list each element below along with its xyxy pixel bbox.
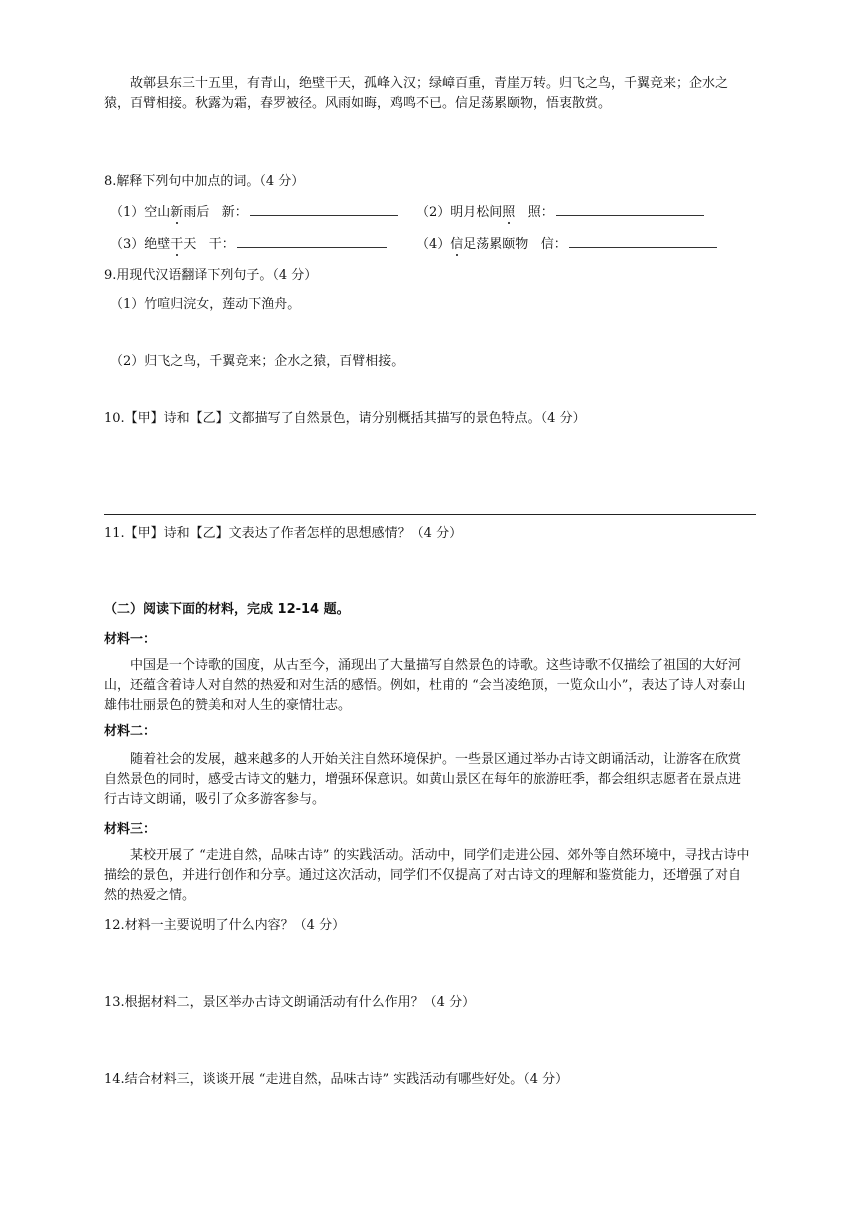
- question-8-title: 8.解释下列句中加点的词。（4 分）: [104, 174, 305, 189]
- question-9-title: 9.用现代汉语翻译下列句子。（4 分）: [104, 268, 318, 283]
- question-14: 14.结合材料三，谈谈开展 “走进自然，品味古诗” 实践活动有哪些好处。（4 分）: [104, 1072, 569, 1087]
- material-3-title: 材料三：: [104, 822, 157, 837]
- emphasis-dot-char: 干: [170, 237, 184, 252]
- divider-line: [104, 514, 756, 515]
- classical-passage: 故鄣县东三十五里，有青山，绝壁干天，孤峰入汉；绿嶂百重，青崖万转。归飞之鸟，千翼竞来；企水之猿，百臂相接。秋露为霜，春罗被径。风雨如晦，鸡鸣不已。信足荡累颐物，悟衷散赏。: [104, 76, 729, 111]
- material-2-text: 随着社会的发展，越来越多的人开始关注自然环境保护。一些景区通过举办古诗文朗诵活动，让游客在欣赏自然景色的同时，感受古诗文的魅力，增强环保意识。如黄山景区在每年的旅游旺季，都会组织志愿者在景点进行古诗文朗诵，吸引了众多游客参与。: [104, 752, 742, 807]
- answer-blank-1[interactable]: [250, 202, 398, 216]
- question-11: 11.【甲】诗和【乙】文表达了作者怎样的思想感情？（4 分）: [104, 526, 463, 541]
- material-3-text: 某校开展了 “走进自然，品味古诗” 的实践活动。活动中，同学们走进公园、郊外等自然环境中，寻找古诗中描绘的景色，并进行创作和分享。通过这次活动，同学们不仅提高了对古诗文的理解和鉴赏能力，还增强了对自然的热爱之情。: [104, 848, 750, 903]
- emphasis-dot-char: 信: [450, 237, 464, 252]
- q8-item-3: （3）绝壁干天 干：: [110, 234, 387, 255]
- question-13: 13.根据材料二，景区举办古诗文朗诵活动有什么作用？（4 分）: [104, 995, 476, 1010]
- question-12: 12.材料一主要说明了什么内容？（4 分）: [104, 918, 346, 933]
- q8-item-4: （4）信足荡累颐物 信：: [416, 234, 717, 255]
- emphasis-dot-char: 照: [502, 205, 516, 220]
- answer-blank-4[interactable]: [569, 234, 717, 248]
- material-2-title: 材料二：: [104, 724, 157, 739]
- material-1-text: 中国是一个诗歌的国度，从古至今，涌现出了大量描写自然景色的诗歌。这些诗歌不仅描绘了祖国的大好河山，还蕴含着诗人对自然的热爱和对生活的感悟。例如，杜甫的 “会当凌绝顶，一览众山小”，表达了诗人对泰山雄伟壮丽景色的赞美和对人生的豪情壮志。: [104, 658, 746, 713]
- section-2-heading: （二）阅读下面的材料，完成 12-14 题。: [104, 602, 350, 617]
- answer-blank-2[interactable]: [556, 202, 704, 216]
- q8-item-2: （2）明月松间照 照：: [416, 202, 704, 223]
- question-10: 10.【甲】诗和【乙】文都描写了自然景色，请分别概括其描写的景色特点。（4 分）: [104, 411, 586, 426]
- q8-item-1: （1）空山新雨后 新：: [110, 202, 398, 223]
- emphasis-dot-char: 新: [170, 205, 184, 220]
- material-1-title: 材料一：: [104, 632, 157, 647]
- q9-sentence-2: （2）归飞之鸟，千翼竞来；企水之猿，百臂相接。: [110, 354, 405, 369]
- answer-blank-3[interactable]: [237, 234, 387, 248]
- q9-sentence-1: （1）竹喧归浣女，莲动下渔舟。: [110, 297, 301, 312]
